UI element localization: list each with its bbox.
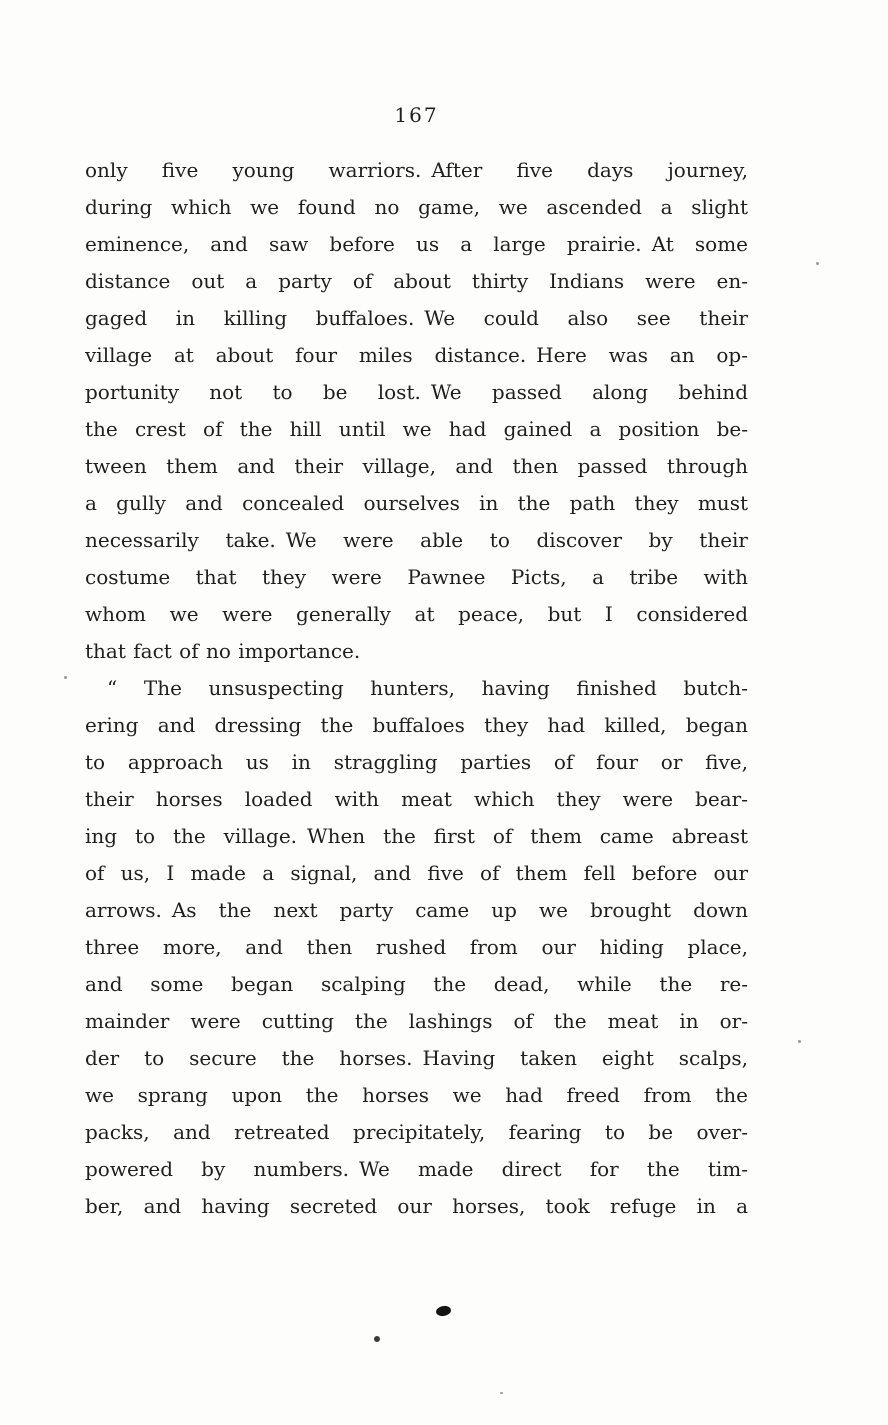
- text-line: gaged in killing buffaloes. We could also see their: [85, 306, 748, 330]
- text-line: during which we found no game, we ascended a slight: [85, 195, 748, 219]
- scan-speck: [816, 262, 819, 265]
- scan-speck: [500, 1392, 503, 1394]
- text-line: tween them and their village, and then passed through: [85, 454, 748, 478]
- text-line: der to secure the horses. Having taken eight scalps,: [85, 1046, 748, 1070]
- text-line: and some began scalping the dead, while the re-: [85, 972, 748, 996]
- text-line: portunity not to be lost. We passed along behind: [85, 380, 748, 404]
- text-line: costume that they were Pawnee Picts, a tribe with: [85, 565, 748, 589]
- text-line: ber, and having secreted our horses, took refuge in a: [85, 1194, 748, 1218]
- text-line: village at about four miles distance. Here was an op-: [85, 343, 748, 367]
- text-line: three more, and then rushed from our hiding place,: [85, 935, 748, 959]
- text-line: their horses loaded with meat which they were bear-: [85, 787, 748, 811]
- page-number: 167: [394, 103, 439, 127]
- text-line: eminence, and saw before us a large prairie. At some: [85, 232, 748, 256]
- text-line: ing to the village. When the first of them came abreast: [85, 824, 748, 848]
- text-line: necessarily take. We were able to discover by their: [85, 528, 748, 552]
- text-line: a gully and concealed ourselves in the path they must: [85, 491, 748, 515]
- paragraph: [85, 670, 748, 1225]
- text-line: the crest of the hill until we had gained a position be-: [85, 417, 748, 441]
- text-line: arrows. As the next party came up we brought down: [85, 898, 748, 922]
- text-line: of us, I made a signal, and five of them fell before our: [85, 861, 748, 885]
- text-line: we sprang upon the horses we had freed from the: [85, 1083, 748, 1107]
- ink-dot-small: [374, 1336, 380, 1342]
- paragraph: [85, 152, 748, 670]
- text-line: whom we were generally at peace, but I considered: [85, 602, 748, 626]
- scan-speck: [64, 676, 67, 679]
- ink-dot-large: [435, 1305, 452, 1317]
- text-line: packs, and retreated precipitately, fearing to be over-: [85, 1120, 748, 1144]
- text-line: ering and dressing the buffaloes they had killed, began: [85, 713, 748, 737]
- text-line: mainder were cutting the lashings of the meat in or-: [85, 1009, 748, 1033]
- text-line: to approach us in straggling parties of four or five,: [85, 750, 748, 774]
- scan-speck: [798, 1040, 801, 1043]
- text-line: powered by numbers. We made direct for the tim-: [85, 1157, 748, 1181]
- text-line: only five young warriors. After five days journey,: [85, 158, 748, 182]
- text-line: distance out a party of about thirty Indians were en-: [85, 269, 748, 293]
- text-line: “ The unsuspecting hunters, having finished butch-: [107, 676, 748, 700]
- text-line: that fact of no importance.: [85, 639, 361, 663]
- text-block: [85, 152, 748, 1225]
